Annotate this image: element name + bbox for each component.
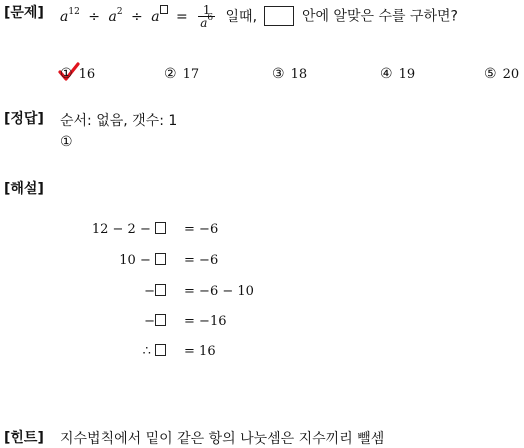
step-3-lhs: − bbox=[60, 284, 166, 299]
answer-choice: ① bbox=[60, 134, 73, 150]
equals-sign: = bbox=[176, 8, 188, 25]
box-icon bbox=[155, 344, 166, 356]
exponent-box-icon bbox=[160, 5, 168, 14]
answer-summary: 순서: 없음, 갯수: 1 bbox=[60, 113, 178, 129]
step-3-rhs: = −6 − 10 bbox=[184, 284, 254, 299]
step-5-lhs: ∴ bbox=[60, 344, 166, 359]
problem-text-2: 안에 알맞은 수를 구하면? bbox=[301, 8, 458, 25]
problem-label: [문제] bbox=[4, 5, 44, 21]
choice-1[interactable]: ① 16 bbox=[60, 66, 96, 82]
choice-3[interactable]: ③ 18 bbox=[272, 66, 308, 82]
term-a-box: a bbox=[151, 9, 167, 25]
term-a2: $a^2$ bbox=[108, 6, 123, 25]
answer-label: [정답] bbox=[4, 111, 44, 127]
div-sign-1: ÷ bbox=[88, 8, 100, 25]
term-a12: $a^{12}$ bbox=[60, 6, 80, 25]
div-sign-2: ÷ bbox=[131, 8, 143, 25]
fraction-numerator: 1 bbox=[198, 4, 215, 17]
answer-blank-box bbox=[264, 6, 294, 26]
step-4-rhs: = −16 bbox=[184, 314, 227, 329]
box-icon bbox=[155, 253, 166, 265]
choice-5[interactable]: ⑤ 20 bbox=[484, 66, 520, 82]
problem-text-1: 일때, bbox=[225, 8, 258, 25]
step-2-rhs: = −6 bbox=[184, 253, 219, 268]
choice-4[interactable]: ④ 19 bbox=[380, 66, 416, 82]
problem-statement bbox=[60, 4, 458, 29]
fraction-denominator: $a^6$ bbox=[200, 13, 214, 30]
step-1-lhs: 12 − 2 − bbox=[60, 222, 166, 237]
solution-label: [해설] bbox=[4, 181, 44, 197]
box-icon bbox=[155, 284, 166, 296]
fraction bbox=[198, 4, 215, 29]
hint-text: 지수법칙에서 밑이 같은 항의 나눗셈은 지수끼리 뺄셈 bbox=[60, 431, 385, 447]
box-icon bbox=[155, 222, 166, 234]
box-icon bbox=[155, 314, 166, 326]
hint-label: [힌트] bbox=[4, 430, 44, 446]
step-1-rhs: = −6 bbox=[184, 222, 219, 237]
step-5-rhs: = 16 bbox=[184, 344, 216, 359]
choice-2[interactable]: ② 17 bbox=[164, 66, 200, 82]
step-2-lhs: 10 − bbox=[60, 253, 166, 268]
step-4-lhs: − bbox=[60, 314, 166, 329]
